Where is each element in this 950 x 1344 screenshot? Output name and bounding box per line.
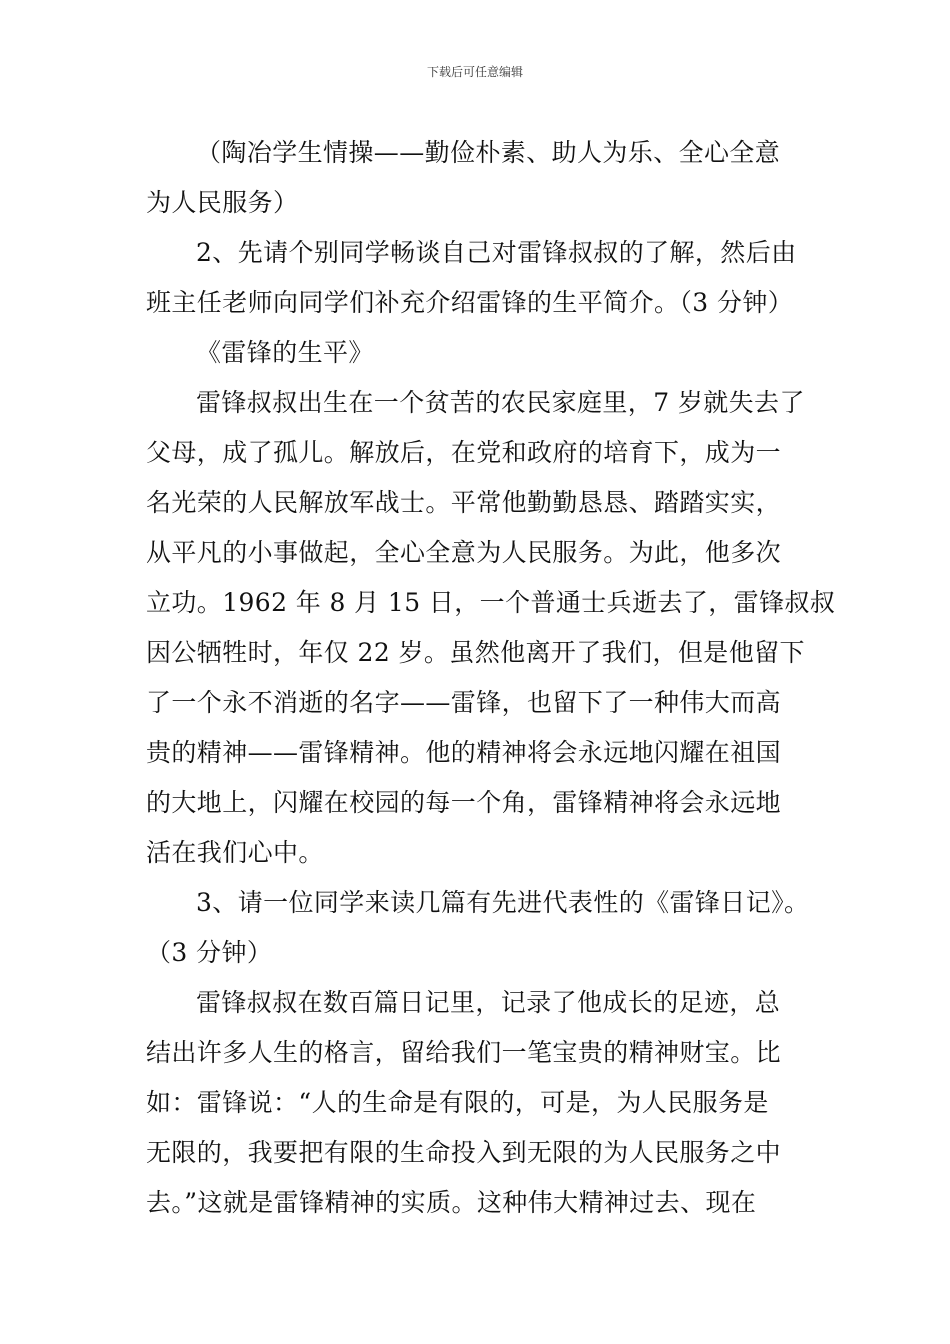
text-line: 结出许多人生的格言，留给我们一笔宝贵的精神财宝。比 — [146, 1038, 782, 1067]
text-line: 名光荣的人民解放军战士。平常他勤勤恳恳、踏踏实实， — [146, 488, 782, 517]
text-line: 活在我们心中。 — [146, 838, 324, 867]
text-line: 因公牺牲时，年仅 22 岁。虽然他离开了我们，但是他留下 — [146, 638, 805, 667]
text-line: （3 分钟） — [146, 938, 273, 967]
section-title: 《雷锋的生平》 — [196, 338, 374, 367]
text-line: 从平凡的小事做起，全心全意为人民服务。为此，他多次 — [146, 538, 782, 567]
text-line: 班主任老师向同学们补充介绍雷锋的生平简介。（3 分钟） — [146, 288, 794, 317]
text-line: 为人民服务） — [146, 188, 299, 217]
document-body — [146, 128, 836, 1228]
text-line: 2、先请个别同学畅谈自己对雷锋叔叔的了解，然后由 — [196, 238, 797, 267]
text-line: 去。”这就是雷锋精神的实质。这种伟大精神过去、现在 — [146, 1188, 757, 1217]
text-line: 雷锋叔叔出生在一个贫苦的农民家庭里，7 岁就失去了 — [196, 388, 805, 417]
text-line: 无限的，我要把有限的生命投入到无限的为人民服务之中 — [146, 1138, 782, 1167]
text-line: 父母，成了孤儿。解放后，在党和政府的培育下，成为一 — [146, 438, 782, 467]
text-line: （陶冶学生情操——勤俭朴素、助人为乐、全心全意 — [196, 138, 781, 167]
text-line: 立功。1962 年 8 月 15 日，一个普通士兵逝去了，雷锋叔叔 — [146, 588, 836, 617]
text-line: 如：雷锋说：“人的生命是有限的，可是，为人民服务是 — [146, 1088, 769, 1117]
text-line: 了一个永不消逝的名字——雷锋，也留下了一种伟大而高 — [146, 688, 782, 717]
text-line: 雷锋叔叔在数百篇日记里，记录了他成长的足迹，总 — [196, 988, 781, 1017]
text-line: 3、请一位同学来读几篇有先进代表性的《雷锋日记》。 — [196, 888, 810, 917]
text-line: 的大地上，闪耀在校园的每一个角，雷锋精神将会永远地 — [146, 788, 782, 817]
page-header: 下载后可任意编辑 — [426, 65, 523, 79]
text-line: 贵的精神——雷锋精神。他的精神将会永远地闪耀在祖国 — [146, 738, 782, 767]
